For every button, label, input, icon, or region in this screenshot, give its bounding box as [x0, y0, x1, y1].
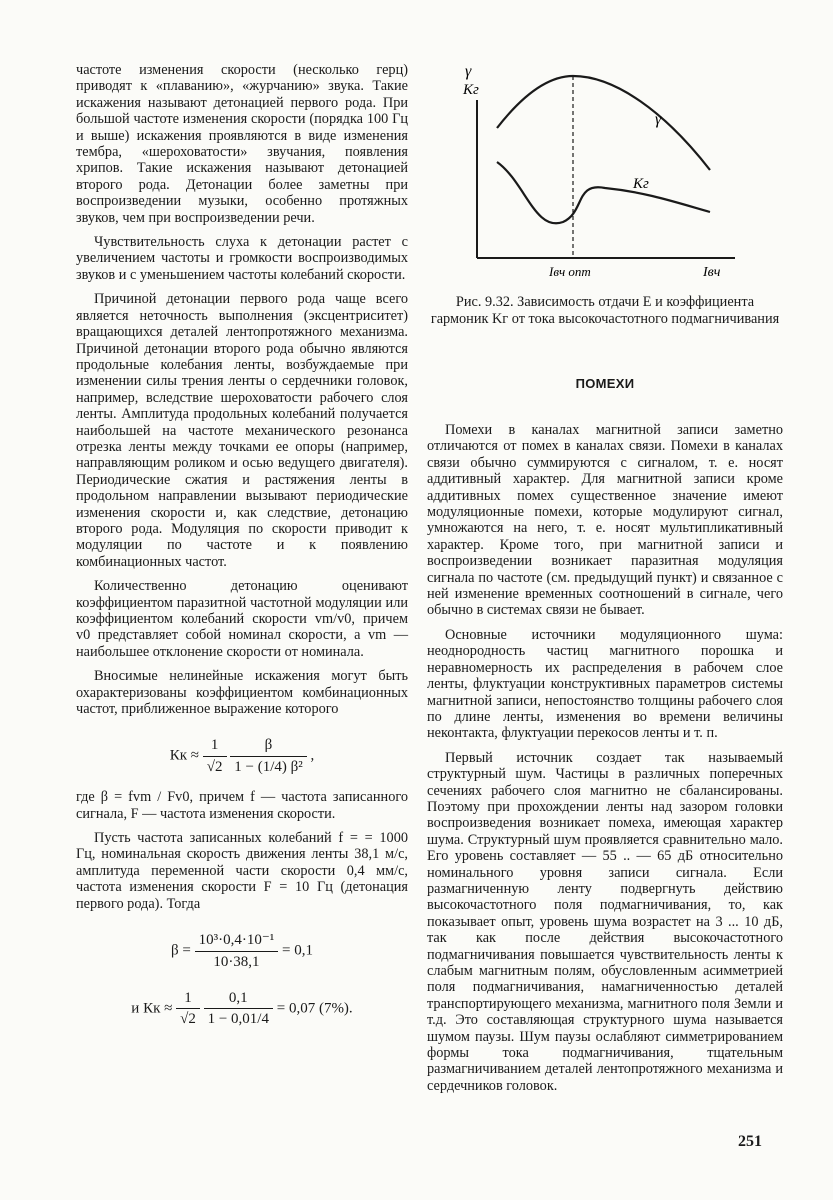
numerator: 10³·0,4·10⁻¹ [195, 932, 279, 951]
formula-lhs: Кк ≈ [169, 747, 200, 764]
denominator: 10·38,1 [213, 953, 260, 970]
formula-lhs: β = [171, 942, 191, 959]
formula-beta [76, 932, 408, 970]
paragraph: частоте изменения скорости (несколько герц) приводят к «плаванию», «журчанию» звука. Такие искажения называют детонацией первого рода. При большой частоте изменения скорости (порядка 100 Гц и выше) искажения проявляются в виде изменения тембра, «шероховатости» звучания, появления хрипов. Такие искажения называют детонацией второго рода. Детонации более заметны при воспроизведении музыки, особенно протяжных звуков, чем при воспроизведении речи. [76, 62, 408, 226]
numerator: β [230, 737, 307, 756]
fraction [203, 737, 227, 775]
formula-tail: , [310, 747, 315, 764]
paragraph: Количественно детонацию оценивают коэффициентом паразитной частотной модуляции или коэффициентом колебаний скорости vm/v0, причем v0 представляет собой номинал скорости, а vm — наибольшее отклонение скорости от номинала. [76, 578, 408, 660]
left-column [76, 62, 408, 1042]
formula-rhs: = 0,1 [282, 942, 313, 959]
numerator: 1 [203, 737, 227, 756]
fraction [230, 737, 307, 775]
curve-kg [497, 162, 710, 223]
curve-kg-label: Kг [633, 176, 649, 192]
curve-gamma [497, 76, 710, 170]
paragraph: Пусть частота записанных колебаний f = = 1000 Гц, номинальная скорость движения ленты 38,1 м/с, амплитуда переменной части скорости 0,4 мм/с, частота изменения скорости F = 10 Гц (детонация первого рода). Тогда [76, 830, 408, 912]
paragraph: Причиной детонации первого рода чаще всего является неточность выполнения (эксцентриситет) вращающихся деталей лентопротяжного механизма. Причиной детонации второго рода обычно являются продольные колебания ленты, возбуждаемые при изменении силы трения ленты о сердечники головок, например, вследствие шероховатости рабочего слоя ленты. Амплитуда продольных колебаний получается наибольшей на частоте механического резонанса отрезка ленты между точками ее опоры (например, направляющим роликом и осью ведущего двигателя). Периодические сжатия и растяжения ленты в продольном направлении вызывают периодические изменения скорости и, как следствие, детонацию второго рода. Модуляция по скорости приводит к модуляции по частоте и к появлению комбинационных частот. [76, 291, 408, 570]
x-axis-label: Iвч [703, 265, 721, 280]
paragraph: Первый источник создает так называемый структурный шум. Частицы в различных поперечных сечениях рабочего слоя магнитно не сбалансированы. Поэтому при прохождении ленты над зазором головки воспроизведения возникает помеха, имеющая характер шума. Структурный шум проявляется сравнительно мало. Его уровень составляет — 55 .. — 65 дБ относительно номинального уровня записи сигнала. Если размагниченную ленту подвергнуть действию высокочастотного поля подмагничивания, то, как показывает опыт, уровень шума возрастет на 3 ... 10 дБ, так как после действия высокочастотного подмагничивания повышается чувствительность ленты к слабым магнитным полям, обусловленным асимметрией поля подмагничивания, намагниченностью деталей транспортирующего механизма, магнитного поля Земли и т.д. Это составляющая структурного шума называется шумом паузы. Шум паузы ослабляют симметрированием формы тока подмагничивания, тщательным размагничиванием деталей лентопротяжного механизма и сердечников головок. [427, 749, 783, 1094]
numerator: 0,1 [204, 990, 273, 1009]
fraction [195, 932, 279, 970]
figure-9-32 [445, 52, 745, 282]
formula-rhs: = 0,07 (7%). [276, 1000, 353, 1017]
x-label-optimum: Iвч опт [549, 264, 591, 279]
figure-caption: Рис. 9.32. Зависимость отдачи E и коэффициента гармоник Kг от тока высокочастотного подмагничивания [430, 294, 780, 327]
numerator: 1 [176, 990, 200, 1009]
denominator: √2 [206, 758, 223, 775]
paragraph: Основные источники модуляционного шума: неоднородность частиц магнитного порошка и неравномерность их распределения в рабочем слое ленты, флуктуации конструктивных параметров системы магнитной записи, непостоянство толщины рабочего слоя по длине ленты, изменения во времени величины неконтакта, флуктуации перекосов ленты и т. п. [427, 626, 783, 742]
page-number: 251 [738, 1133, 762, 1150]
y-axis-label-kg: Kг [463, 82, 479, 98]
right-column [427, 422, 783, 1102]
curve-gamma-label: γ [655, 111, 662, 128]
formula-kk-value [76, 990, 408, 1028]
formula-lhs: и Кк ≈ [131, 1000, 173, 1017]
denominator: 1 − (1/4) β² [234, 758, 303, 775]
formula-kk [76, 737, 408, 775]
paragraph: Помехи в каналах магнитной записи заметно отличаются от помех в каналах связи. Помехи в каналах связи обычно суммируются с сигналом, т. е. носят аддитивный характер. Для магнитной записи кроме аддитивных помех существенное значение имеют модуляционные помехи, которые модулируют сигнал, умножаются на него, т. е. носят мультипликативный характер. Кроме того, при магнитной записи и воспроизведении возникает паразитная модуляция сигнала по частоте (см. предыдущий пункт) и связанное с ней изменение временных соотношений в сигнале, чего обычно в системах связи не бывает. [427, 422, 783, 619]
denominator: √2 [180, 1011, 196, 1028]
section-heading: ПОМЕХИ [575, 376, 635, 391]
paragraph: Чувствительность слуха к детонации растет с увеличением частоты и громкости воспроизводимых звуков и с уменьшением частоты колебаний скорости. [76, 234, 408, 283]
y-axis-label-gamma: γ [465, 63, 472, 80]
paragraph: Вносимые нелинейные искажения могут быть охарактеризованы коэффициентом комбинационных частот, приближенное выражение которого [76, 668, 408, 718]
fraction [176, 990, 200, 1028]
paragraph: где β = fvm / Fv0, причем f — частота записанного сигнала, F — частота изменения скорости. [76, 789, 408, 822]
fraction [204, 990, 273, 1028]
denominator: 1 − 0,01/4 [207, 1011, 269, 1028]
